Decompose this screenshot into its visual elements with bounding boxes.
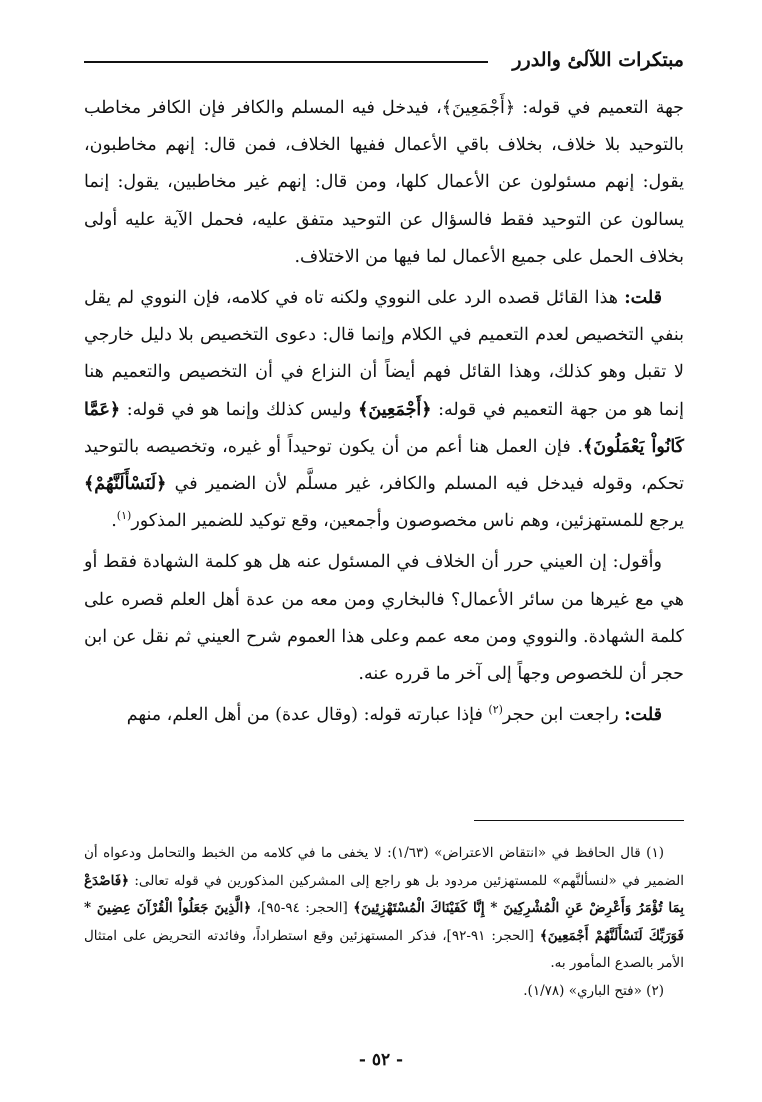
running-header: [84, 40, 684, 80]
paragraph-text: وليس كذلك وإنما هو في قوله:: [120, 399, 359, 420]
paragraph-4: [84, 697, 684, 734]
quran-quote: ﴿أَجْمَعِينَ﴾: [358, 399, 432, 420]
quran-quote: ﴿لَنَسْأَلَنَّهُمْ﴾: [84, 474, 167, 495]
paragraph-text: فإذا عبارته قوله: (وقال عدة) من أهل العلم، منهم: [126, 705, 489, 726]
paragraph-lead: قلت:: [624, 288, 662, 309]
quran-quote: ﴿عَمَّا كَانُواْ يَعْمَلُونَ﴾: [84, 399, 684, 457]
paragraph-text: . فإن العمل هنا أعم من أن يكون توحيداً أو غيره، وتخصيصه بالتوحيد تحكم، وقوله فيدخل فيه المسلم والكافر، غير مسلَّم لأن الضمير في: [84, 436, 684, 495]
footnote-1: [84, 840, 684, 978]
paragraph-2: [84, 280, 684, 540]
book-title: مبتكرات اللآلئ والدرر: [512, 49, 684, 71]
footnote-ref-1[interactable]: (١): [116, 509, 132, 523]
footnote-text: [الحجر: ٩١-٩٢]، فذكر المستهزئين وقع استطراداً، وفائدته التحريض على امتثال الأمر بالصدع المأمور به.: [84, 927, 684, 971]
paragraph-text: هذا القائل قصده الرد على النووي ولكنه تاه في كلامه، فإن النووي لم يقل بنفي التخصيص لعدم التعميم في الكلام وإنما قال: دعوى التخصيص بلا دليل خارجي لا تقبل وهو كذلك، وهذا القائل فهم أيضاً أن النزاع في أن التخصيص والتعميم هنا إنما هو من جهة التعميم في قوله:: [84, 288, 685, 420]
footnote-divider: [474, 820, 684, 821]
footnote-text: [الحجر: ٩٤-٩٥]،: [251, 900, 354, 916]
paragraph-text: راجعت ابن حجر: [502, 705, 625, 726]
footnotes: [84, 840, 684, 1005]
header-rule: [84, 61, 488, 63]
footnote-text: (١) قال الحافظ في «انتقاض الاعتراض» (١/٦٣): لا يخفى ما في كلامه من الخبط والتحامل ودعواه أن الضمير في «لنسألنَّهم» للمستهزئين مردود بل هو راجع إلى المشركين المذكورين في قوله تعالى:: [84, 845, 684, 889]
main-text: [84, 90, 684, 738]
page-number: - ٥٢ -: [358, 1050, 404, 1070]
paragraph-text: يرجع للمستهزئين، وهم ناس مخصوصون وأجمعين، وقع توكيد للضمير المذكور: [131, 511, 684, 532]
paragraph-lead: قلت:: [624, 705, 662, 726]
footnote-2: (٢) «فتح الباري» (١/٧٨).: [523, 982, 664, 999]
paragraph-1: جهة التعميم في قوله: ﴿أَجْمَعِينَ﴾، فيدخل فيه المسلم والكافر فإن الكافر مخاطب بالتوحيد بلا خلاف، بخلاف باقي الأعمال ففيها الخلاف، فمن قال: إنهم مخاطبون، يقول: إنهم مسئولون عن الأعمال كلها، ومن قال: إنهم غير مخاطبين، يقول: إنما يسالون عن التوحيد فقط فالسؤال عن التوحيد متفق عليه، فحمل الآية عليه أولى بخلاف الحمل على جميع الأعمال لما فيها من الاختلاف.: [84, 98, 684, 267]
footnote-ref-2[interactable]: (٢): [488, 703, 503, 717]
paragraph-3: وأقول: إن العيني حرر أن الخلاف في المسئول عنه هل هو كلمة الشهادة فقط أو هي مع غيرها من سائر الأعمال؟ فالبخاري ومن معه من عدة أهل العلم قصره على كلمة الشهادة. والنووي ومن معه عمم وعلى هذا العموم شرح العيني ثم نقل عن ابن حجر أن للخصوص وجهاً إلى آخر ما قرره عنه.: [84, 552, 684, 685]
quran-quote: ﴿الَّذِينَ جَعَلُواْ الْقُرْآنَ عِضِينَ * فَوَرَبِّكَ لَنَسْأَلَنَّهُمْ أَجْمَعِينَ﴾: [84, 900, 684, 944]
paragraph-text: .: [111, 511, 117, 532]
quran-quote: ﴿فَاصْدَعْ بِمَا تُؤْمَرُ وَأَعْرِضْ عَنِ الْمُشْرِكِينَ * إِنَّا كَفَيْنَاكَ الْمُسْتَهْزِئِينَ﴾: [84, 872, 685, 916]
